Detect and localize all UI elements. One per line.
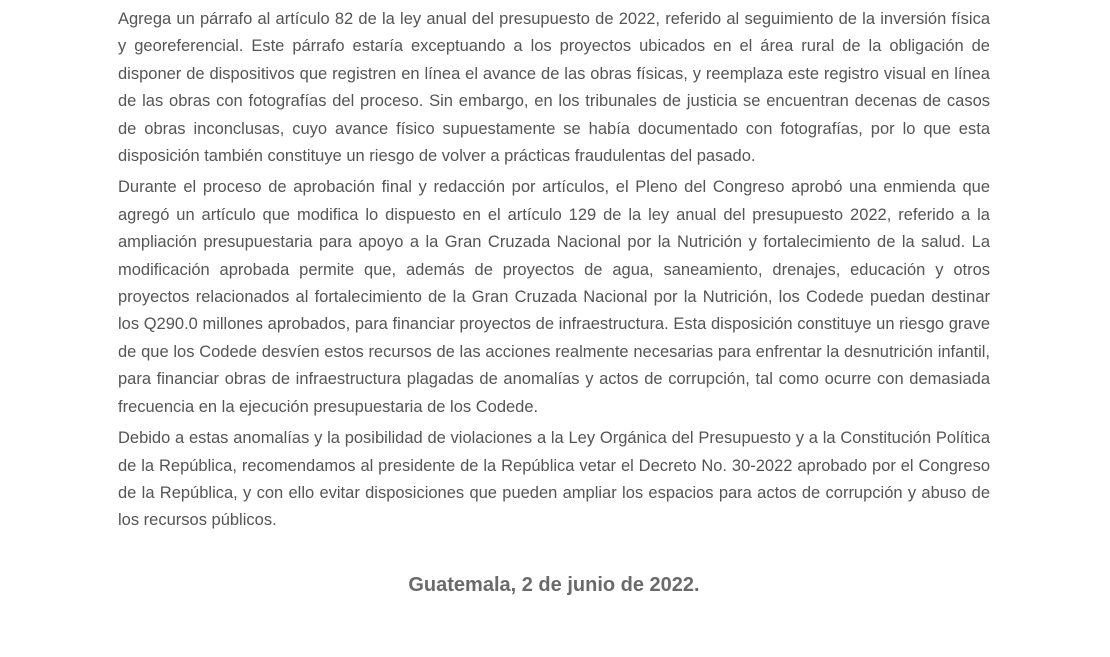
document-body [118,6,990,539]
paragraph-articulo-129: Durante el proceso de aprobación final y redacción por artículos, el Pleno del Congreso aprobó una enmienda que agregó un artículo que modifica lo dispuesto en el artículo 129 de la ley anual del presupuesto 2022, referido a la ampliación presupuestaria para apoyo a la Gran Cruzada Nacional por la Nutrición y fortalecimiento de la salud. La modificación aprobada permite que, además de proyectos de agua, saneamiento, drenajes, educación y otros proyectos relacionados al fortalecimiento de la Gran Cruzada Nacional por la Nutrición, los Codede puedan destinar los Q290.0 millones aprobados, para financiar proyectos de infraestructura. Esta disposición constituye un riesgo grave de que los Codede desvíen estos recursos de las acciones realmente necesarias para enfrentar la desnutrición infantil, para financiar obras de infraestructura plagadas de anomalías y actos de corrupción, tal como ocurre con demasiada frecuencia en la ejecución presupuestaria de los Codede. [118,178,990,416]
paragraph-recomendacion-veto: Debido a estas anomalías y la posibilidad de violaciones a la Ley Orgánica del Presupuesto y a la Constitución Política de la República, recomendamos al presidente de la República vetar el Decreto No. 30-2022 aprobado por el Congreso de la República, y con ello evitar disposiciones que pueden ampliar los espacios para actos de corrupción y abuso de los recursos públicos. [118,429,990,530]
closing-date-line: Guatemala, 2 de junio de 2022. [408,574,700,596]
paragraph-articulo-82: Agrega un párrafo al artículo 82 de la ley anual del presupuesto de 2022, referido al seguimiento de la inversión física y georeferencial. Este párrafo estaría exceptuando a los proyectos ubicados en el área rural de la obligación de disponer de dispositivos que registren en línea el avance de las obras físicas, y reemplaza este registro visual en línea de las obras con fotografías del proceso. Sin embargo, en los tribunales de justicia se encuentran decenas de casos de obras inconclusas, cuyo avance físico supuestamente se había documentado con fotografías, por lo que esta disposición también constituye un riesgo de volver a prácticas fraudulentas del pasado. [118,10,990,166]
